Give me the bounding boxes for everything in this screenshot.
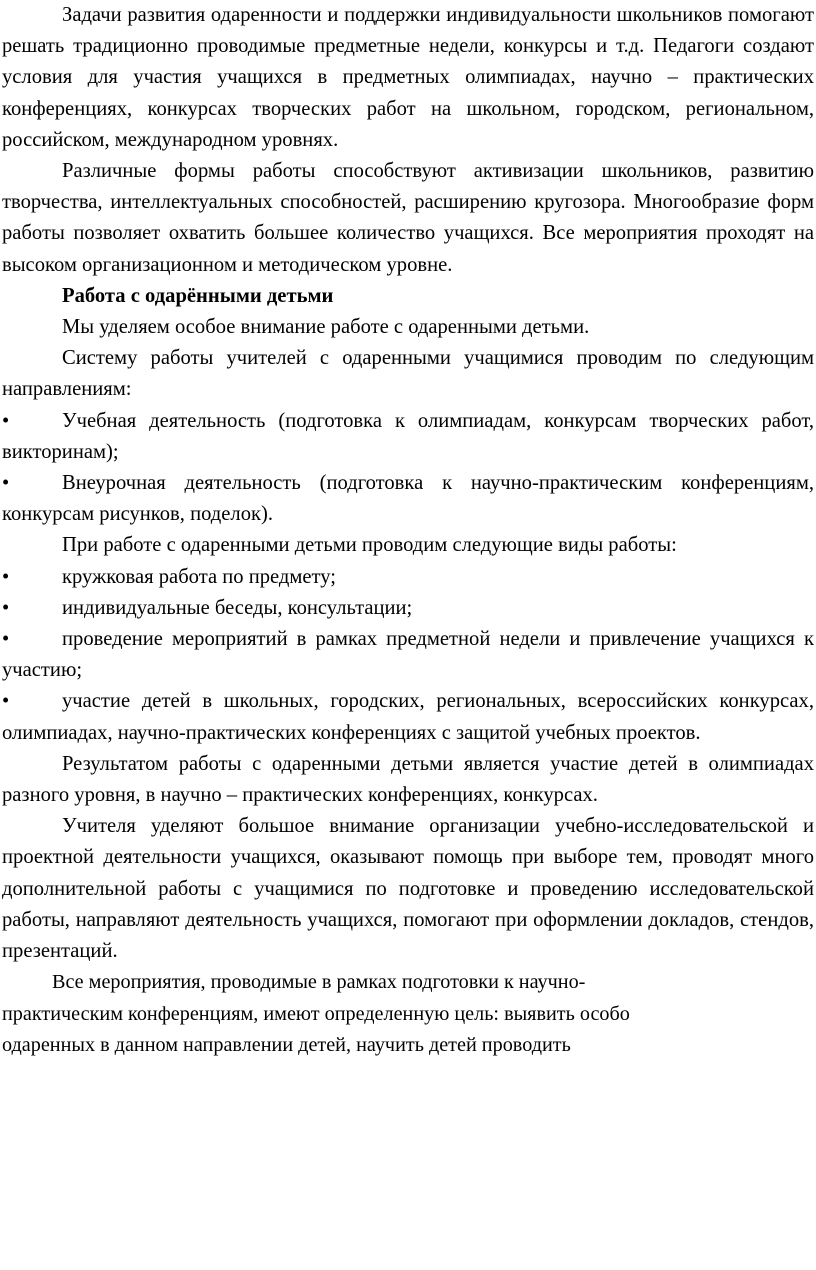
list-item-text: проведение мероприятий в рамках предметной недели и привлечение учащихся к участию; — [2, 628, 814, 682]
bullet-mark: • — [2, 565, 10, 588]
paragraph-work-types-intro: При работе с одаренными детьми проводим следующие виды работы: — [62, 534, 677, 557]
paragraph-special-attention: Мы уделяем особое внимание работе с одаренными детьми. — [62, 316, 590, 339]
paragraph-research-work: Учителя уделяют большое внимание организации учебно-исследовательской и проектной деятельности учащихся, оказывают помощь при выборе тем, проводят много дополнительной работы с учащимися по подготовке и проведению исследовательской работы, направляют деятельность учащихся, помогают при оформлении докладов, стендов, презентаций. — [2, 815, 814, 963]
list-item-direction — [2, 468, 814, 530]
text-line: одаренных в данном направлении детей, научить детей проводить — [2, 1034, 571, 1057]
paragraph-olympiads: Задачи развития одаренности и поддержки индивидуальности школьников помогают решать традиционно проводимые предметные недели, конкурсы и т.д. Педагоги создают условия для участия учащихся в предметных олимпиадах, научно – практических конференциях, конкурсах творческих работ на школьном, городском, региональном, российском, международном уровнях. — [2, 4, 814, 151]
bullet-mark: • — [2, 628, 10, 651]
bullet-mark: • — [2, 472, 10, 495]
text-line: практическим конференциям, имеют определенную цель: выявить особо — [2, 1002, 630, 1025]
list-item-work-type — [2, 593, 814, 624]
list-item-text: участие детей в школьных, городских, региональных, всероссийских конкурсах, олимпиадах, научно-практических конференциях с защитой учебных проектов. — [2, 690, 814, 744]
text-line: Все мероприятия, проводимые в рамках подготовки к научно- — [52, 971, 586, 994]
paragraph-results: Результатом работы с одаренными детьми является участие детей в олимпиадах разного уровня, в научно – практических конференциях, конкурсах. — [2, 752, 814, 807]
bullet-mark: • — [2, 596, 10, 619]
list-item-work-type — [2, 686, 814, 748]
list-item-text: кружковая работа по предмету; — [62, 565, 337, 588]
list-item-text: Учебная деятельность (подготовка к олимпиадам, конкурсам творческих работ, викторинам); — [2, 409, 814, 463]
paragraph-work-forms: Различные формы работы способствуют активизации школьников, развитию творчества, интеллектуальных способностей, расширению кругозора. Многообразие форм работы позволяет охватить большее количество учащихся. Все мероприятия проходят на высоком организационном и методическом уровне. — [2, 160, 814, 276]
list-item-work-type — [2, 562, 814, 593]
paragraph-directions-intro: Систему работы учителей с одаренными учащимися проводим по следующим направлениям: — [2, 347, 814, 401]
list-item-work-type — [2, 624, 814, 686]
bullet-mark: • — [2, 409, 10, 432]
list-item-text: индивидуальные беседы, консультации; — [62, 596, 413, 619]
section-heading: Работа с одарёнными детьми — [62, 284, 334, 307]
list-item-direction — [2, 406, 814, 468]
list-item-text: Внеурочная деятельность (подготовка к научно-практическим конференциям, конкурсам рисунков, поделок). — [2, 472, 814, 526]
paragraph-conference-goals — [2, 967, 814, 1062]
bullet-mark: • — [2, 690, 10, 713]
